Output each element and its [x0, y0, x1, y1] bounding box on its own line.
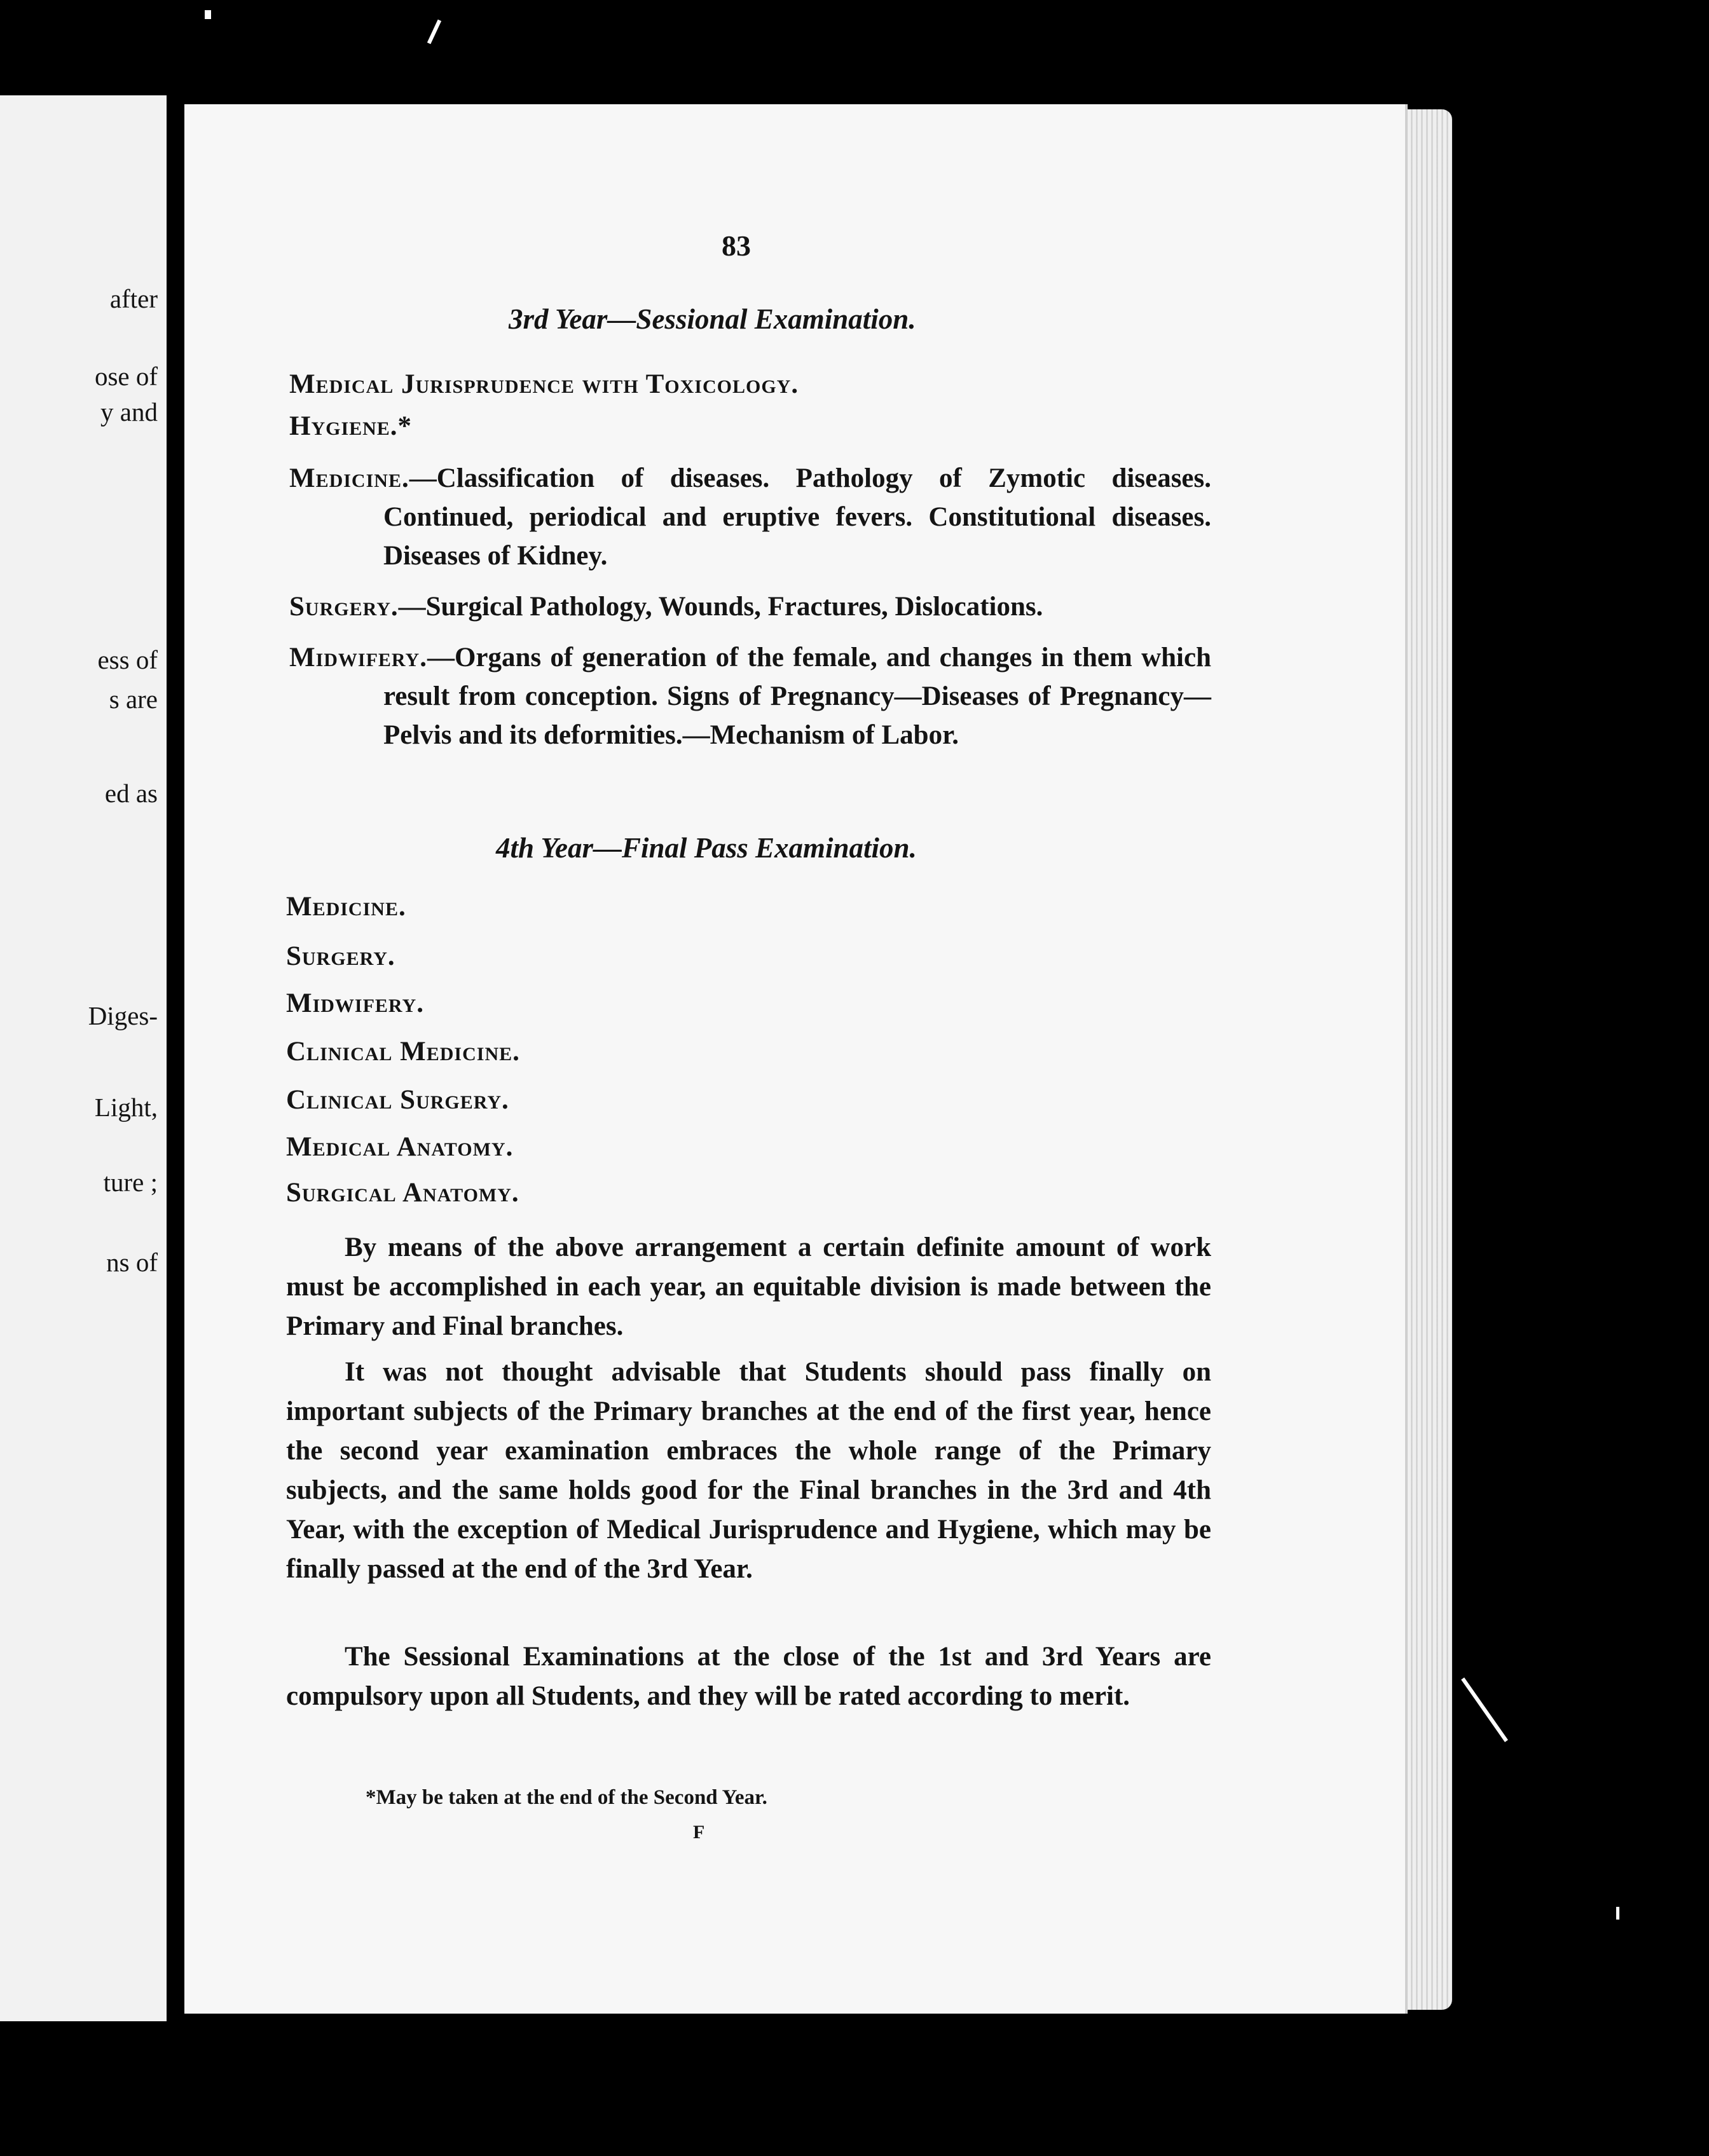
subject-description: —Organs of generation of the female, and changes in them which result from conception. Signs of Pregnancy—Diseases of Pregnancy—Pelvis and its deformities.—Mechanism of Labor.	[383, 643, 1211, 750]
subject-term: Hygiene.*	[289, 411, 413, 441]
body-paragraph: It was not thought advisable that Students should pass finally on important subjects of the Primary branches at the end of the first year, hence the second year examination embraces the whole range of the Primary subjects, and the same holds good for the Final branches in the 3rd and 4th Year, with the exception of Medical Jurisprudence and Hygiene, which may be finally passed at the end of the 3rd Year.	[286, 1357, 1211, 1584]
margin-fragment: ns of	[106, 1248, 158, 1277]
page-number: 83	[722, 229, 751, 262]
final-subject: Surgical Anatomy.	[286, 1178, 519, 1208]
final-subject: Midwifery.	[286, 988, 424, 1018]
subject-term: Midwifery.	[289, 643, 427, 672]
margin-fragment: ture ;	[103, 1168, 158, 1197]
margin-fragment: after	[109, 284, 158, 313]
body-paragraph: The Sessional Examinations at the close of the 1st and 3rd Years are compulsory upon all Students, and they will be rated according to merit.	[286, 1642, 1211, 1711]
body-paragraph: By means of the above arrangement a certain definite amount of work must be accomplished in each year, an equitable division is made between the Primary and Final branches.	[286, 1232, 1211, 1341]
section-heading-4th-year: 4th Year—Final Pass Examination.	[496, 832, 917, 864]
margin-fragment: ed as	[104, 779, 158, 808]
margin-fragment: ess of	[97, 645, 158, 674]
film-speck	[1461, 1677, 1508, 1742]
margin-fragment: y and	[100, 397, 158, 426]
facing-page	[0, 95, 167, 2021]
final-subject: Medical Anatomy.	[286, 1132, 514, 1162]
final-subject: Clinical Surgery.	[286, 1085, 509, 1115]
margin-fragment: s are	[109, 685, 158, 714]
exam-entry	[289, 638, 1211, 754]
exam-entry	[289, 459, 1211, 575]
signature-mark: F	[693, 1822, 705, 1843]
film-speck	[1616, 1907, 1619, 1920]
film-speck	[427, 20, 441, 44]
margin-fragment: ose of	[94, 362, 158, 391]
subject-term: Surgery.	[289, 592, 399, 622]
page-edges	[1408, 109, 1452, 2010]
final-subject: Clinical Medicine.	[286, 1037, 520, 1067]
subject-term: Medical Jurisprudence with Toxicology.	[289, 369, 799, 399]
subject-description: —Classification of diseases. Pathology of Zymotic diseases. Continued, periodical and eruptive fevers. Constitutional diseases. Diseases of Kidney.	[383, 463, 1211, 571]
subject-description: —Surgical Pathology, Wounds, Fractures, Dislocations.	[398, 592, 1043, 622]
film-speck	[205, 10, 211, 19]
margin-fragment: Light,	[94, 1093, 158, 1122]
exam-entry	[289, 407, 1211, 446]
exam-entry	[289, 587, 1211, 626]
margin-fragment: Diges-	[88, 1001, 158, 1030]
exam-entry	[289, 365, 1211, 404]
final-subject: Medicine.	[286, 892, 406, 922]
subject-term: Medicine.	[289, 463, 409, 493]
section-heading-3rd-year: 3rd Year—Sessional Examination.	[509, 303, 916, 335]
final-subject: Surgery.	[286, 941, 395, 971]
footnote: *May be taken at the end of the Second Year.	[366, 1786, 767, 1809]
